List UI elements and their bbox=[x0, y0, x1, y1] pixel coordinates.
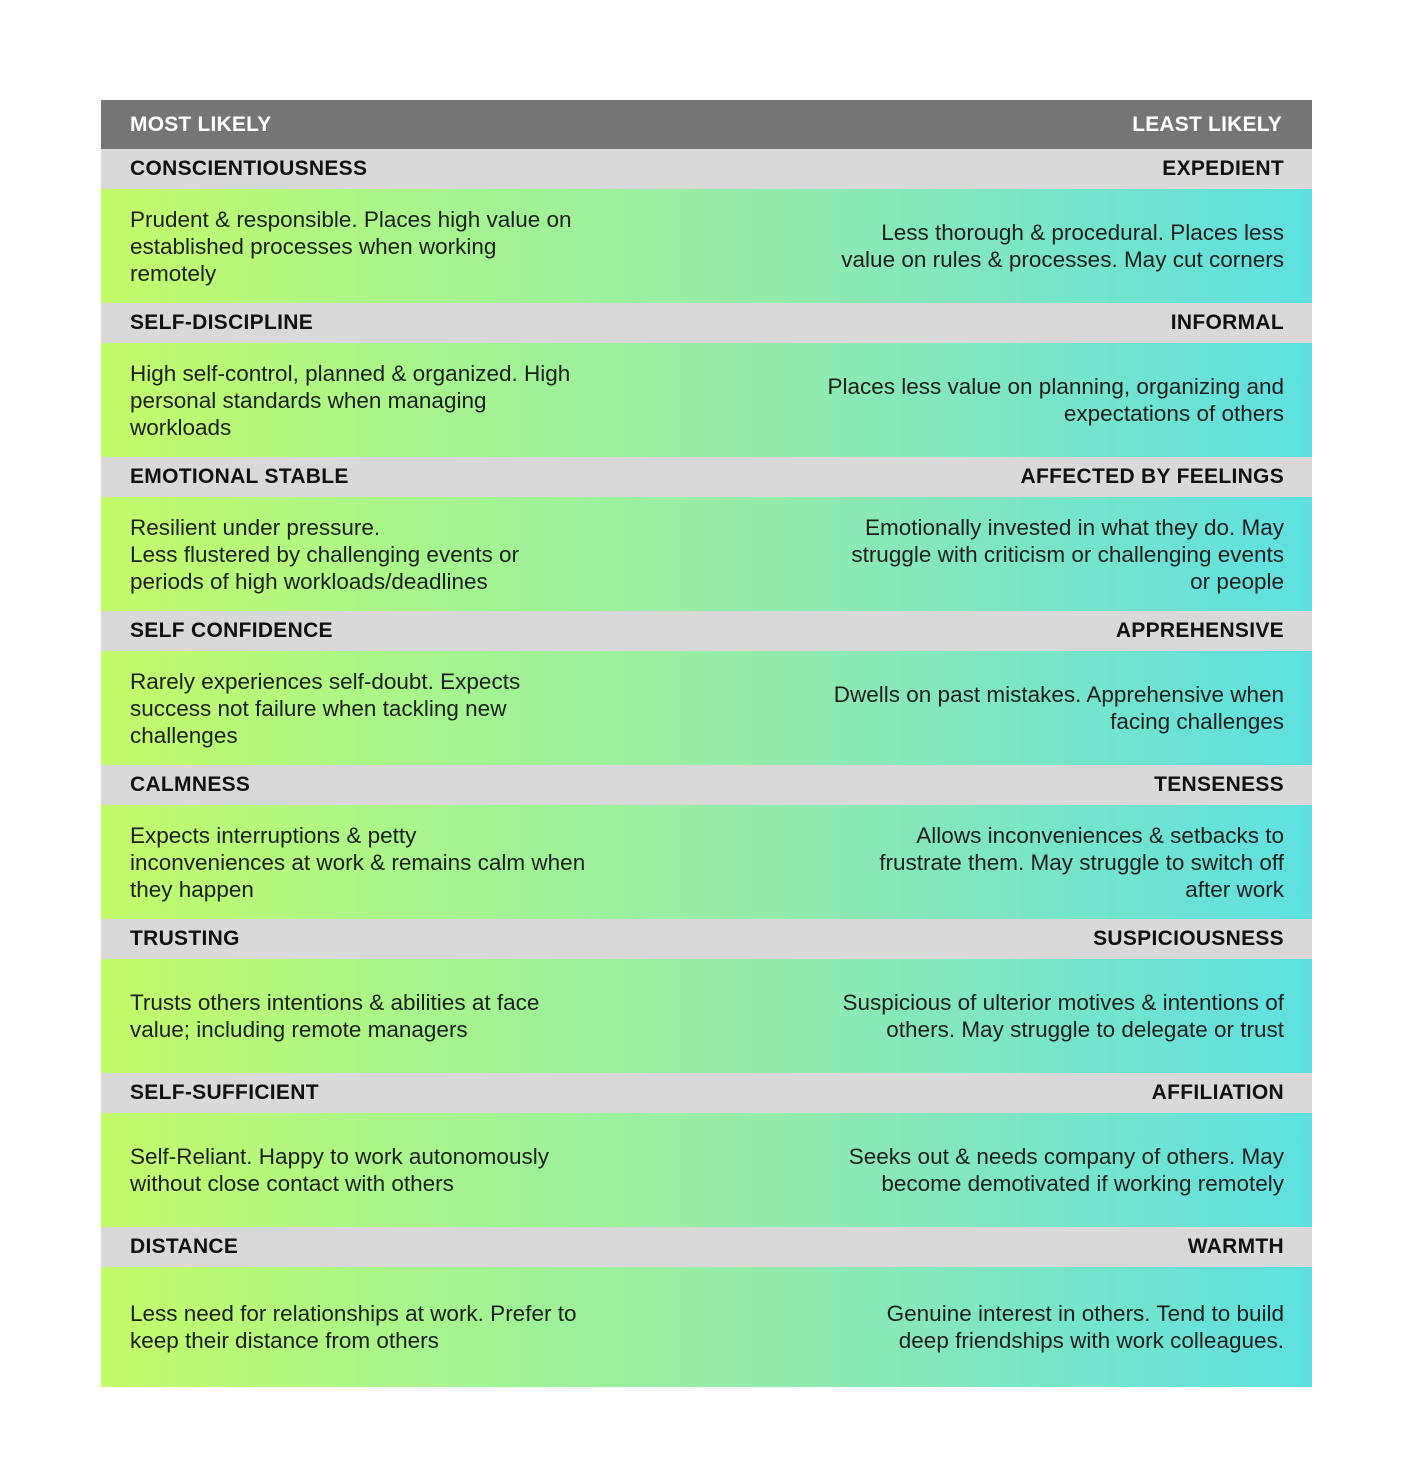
most-likely-description: Expects interruptions & petty inconveniences at work & remains calm when they happen bbox=[130, 822, 586, 902]
trait-row bbox=[101, 765, 1312, 805]
description-row bbox=[101, 497, 1312, 611]
most-likely-description: Rarely experiences self-doubt. Expects success not failure when tackling new challenges bbox=[130, 668, 521, 748]
trait-row bbox=[101, 1073, 1312, 1113]
table-header bbox=[101, 100, 1312, 149]
trait-row bbox=[101, 149, 1312, 189]
least-likely-trait: AFFILIATION bbox=[1151, 1081, 1284, 1104]
personality-traits-table bbox=[101, 100, 1312, 1387]
description-row bbox=[101, 651, 1312, 765]
most-likely-trait: DISTANCE bbox=[130, 1235, 239, 1258]
least-likely-trait: WARMTH bbox=[1187, 1235, 1284, 1258]
trait-row bbox=[101, 457, 1312, 497]
trait-row bbox=[101, 303, 1312, 343]
most-likely-description: Less need for relationships at work. Prefer to keep their distance from others bbox=[130, 1301, 577, 1353]
least-likely-description: Suspicious of ulterior motives & intentions of others. May struggle to delegate or trust bbox=[842, 990, 1284, 1042]
trait-row bbox=[101, 919, 1312, 959]
most-likely-trait: SELF CONFIDENCE bbox=[130, 619, 333, 642]
header-most-likely: MOST LIKELY bbox=[130, 112, 272, 136]
most-likely-trait: CALMNESS bbox=[130, 773, 251, 796]
description-row bbox=[101, 343, 1312, 457]
least-likely-description: Less thorough & procedural. Places less value on rules & processes. May cut corners bbox=[841, 220, 1284, 272]
least-likely-trait: SUSPICIOUSNESS bbox=[1093, 927, 1284, 950]
most-likely-trait: TRUSTING bbox=[130, 927, 240, 950]
trait-row bbox=[101, 1227, 1312, 1267]
least-likely-trait: APPREHENSIVE bbox=[1115, 619, 1284, 642]
least-likely-trait: AFFECTED BY FEELINGS bbox=[1020, 465, 1284, 488]
trait-row bbox=[101, 611, 1312, 651]
description-row bbox=[101, 805, 1312, 919]
least-likely-trait: EXPEDIENT bbox=[1162, 157, 1284, 180]
most-likely-trait: CONSCIENTIOUSNESS bbox=[130, 157, 368, 180]
description-row bbox=[101, 1267, 1312, 1387]
description-row bbox=[101, 189, 1312, 303]
least-likely-description: Dwells on past mistakes. Apprehensive when facing challenges bbox=[833, 682, 1284, 734]
least-likely-trait: INFORMAL bbox=[1170, 311, 1284, 334]
most-likely-trait: EMOTIONAL STABLE bbox=[130, 465, 349, 488]
most-likely-description: Prudent & responsible. Places high value on established processes when working remotely bbox=[130, 206, 572, 286]
most-likely-description: Trusts others intentions & abilities at face value; including remote managers bbox=[130, 990, 540, 1042]
header-least-likely: LEAST LIKELY bbox=[1132, 112, 1282, 136]
most-likely-trait: SELF-SUFFICIENT bbox=[130, 1081, 319, 1104]
least-likely-description: Genuine interest in others. Tend to build deep friendships with work colleagues. bbox=[886, 1301, 1284, 1353]
least-likely-description: Allows inconveniences & setbacks to frustrate them. May struggle to switch off after work bbox=[879, 822, 1284, 902]
most-likely-description: Self-Reliant. Happy to work autonomously without close contact with others bbox=[130, 1144, 549, 1196]
least-likely-description: Emotionally invested in what they do. May struggle with criticism or challenging events or people bbox=[851, 514, 1284, 594]
description-row bbox=[101, 1113, 1312, 1227]
most-likely-description: Resilient under pressure. Less flustered by challenging events or periods of high workloads/deadlines bbox=[130, 514, 519, 594]
least-likely-trait: TENSENESS bbox=[1154, 773, 1284, 796]
most-likely-description: High self-control, planned & organized. High personal standards when managing workloads bbox=[130, 360, 571, 440]
least-likely-description: Seeks out & needs company of others. May become demotivated if working remotely bbox=[848, 1144, 1284, 1196]
description-row bbox=[101, 959, 1312, 1073]
most-likely-trait: SELF-DISCIPLINE bbox=[130, 311, 314, 334]
least-likely-description: Places less value on planning, organizing and expectations of others bbox=[827, 374, 1284, 426]
